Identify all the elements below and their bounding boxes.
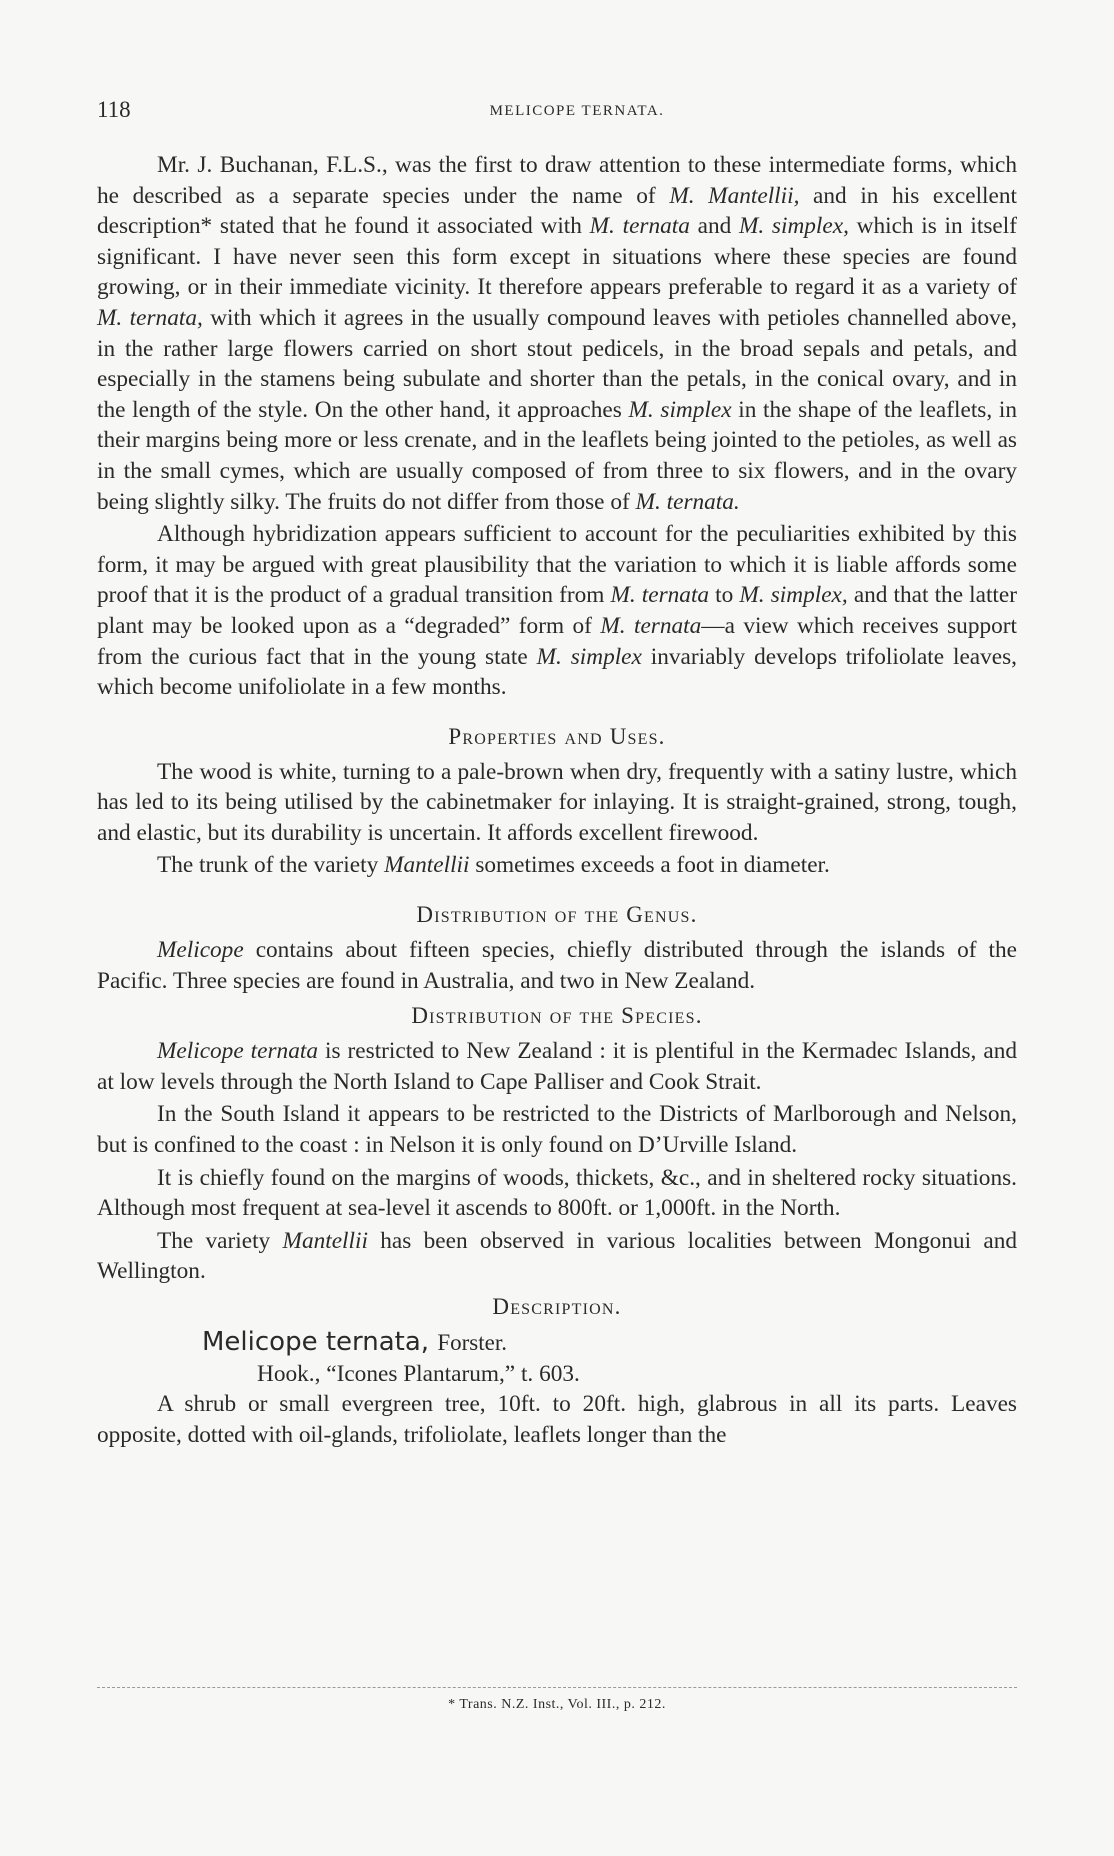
italic-taxon: M. ternata, — [97, 304, 203, 331]
paragraph-hybridization: Although hybridization appears sufficient to account for the peculiarities exhibited by this form, it may be argued with great plausibility that the variation to which it is liable affords some proof that it is the product of a gradual transition from M. ternata to M. simplex, and that the latter plant may be looked upon as a “degraded” form of M. ternata—a view which receives support from the curious fact that in the young state M. simplex invariably develops trifoliolate leaves, which become unifoliolate in a few months. — [97, 521, 1018, 701]
heading-properties-and-uses: Properties and Uses. — [448, 723, 666, 749]
paragraph-variety-localities: The variety Mantellii has been observed in various localities between Mongonui and Wellington. — [97, 1227, 1017, 1285]
paragraph-trunk: The trunk of the variety Mantellii sometimes exceeds a foot in diameter. — [157, 852, 830, 879]
italic-taxon: M. Mantellii, — [669, 182, 800, 209]
italic-taxon: Mantellii — [384, 852, 470, 879]
paragraph-genus: Melicope contains about fifteen species, chiefly distributed through the islands of the Pacific. Three species are found in Australia, and two in New Zealand. — [97, 937, 1017, 994]
italic-taxon: M. simplex — [536, 643, 642, 670]
species-reference: Hook., “Icones Plantarum,” t. 603. — [257, 1360, 580, 1387]
species-heading — [202, 1327, 1017, 1359]
species-author: Forster. — [437, 1330, 507, 1355]
page-number: 118 — [97, 97, 131, 122]
species-name: Melicope ternata, — [202, 1327, 430, 1357]
running-title: MELICOPE TERNATA. — [489, 103, 665, 119]
paragraph-wood: The wood is white, turning to a pale-brown when dry, frequently with a satiny lustre, which has led to its being utilised by the cabinetmaker for inlaying. It is straight-grained, strong, tough, and elastic, but its durability is uncertain. It affords excellent firewood. — [97, 758, 1017, 846]
paragraph-species-range: Melicope ternata is restricted to New Zealand : it is plentiful in the Kermadec Islands, and at low levels through the North Island to Cape Palliser and Cook Strait. — [97, 1038, 1018, 1095]
heading-distribution-of-genus: Distribution of the Genus. — [416, 902, 698, 928]
italic-taxon: M. ternata — [600, 612, 702, 639]
paragraph-description: A shrub or small evergreen tree, 10ft. to 20ft. high, glabrous in all its parts. Leaves opposite, dotted with oil-glands, trifoliolate, leaflets longer than the — [97, 1391, 1017, 1448]
heading-distribution-of-species: Distribution of the Species. — [411, 1003, 703, 1029]
italic-taxon: M. simplex — [628, 396, 732, 423]
body-text — [97, 150, 1017, 1450]
heading-description: Description. — [492, 1294, 622, 1319]
italic-taxon: M. ternata. — [635, 488, 740, 515]
paragraph-intermediate-forms: Mr. J. Buchanan, F.L.S., was the first to draw attention to these intermediate forms, which he described as a separate species under the name of M. Mantellii, and in his excellent description* stated that he found it associated with M. ternata and M. simplex, which is in itself significant. I have never seen this form except in situations where these species are found growing, or in their immediate vicinity. It therefore appears preferable to regard it as a variety of M. ternata, with which it agrees in the usually compound leaves with petioles channelled above, in the rather large flowers carried on short stout pedicels, in the broad sepals and petals, and especially in the stamens being subulate and shorter than the petals, in the conical ovary, and in the length of the style. On the other hand, it approaches M. simplex in the shape of the leaflets, in their margins being more or less crenate, and in the leaflets being jointed to the petioles, as well as in the small cymes, which are usually composed of from three to six flowers, and in the ovary being slightly silky. The fruits do not differ from those of M. ternata. — [97, 152, 1017, 515]
footnote-divider — [97, 1687, 1017, 1688]
footnote: * Trans. N.Z. Inst., Vol. III., p. 212. — [448, 1697, 666, 1712]
paragraph-habitat: It is chiefly found on the margins of woods, thickets, &c., and in sheltered rocky situations. Although most frequent at sea-level it ascends to 800ft. or 1,000ft. in the North. — [97, 1164, 1017, 1222]
italic-taxon: M. ternata — [589, 213, 690, 240]
italic-taxon: Melicope — [157, 937, 244, 964]
paragraph-south-island: In the South Island it appears to be restricted to the Districts of Marlborough and Nelson, but is confined to the coast : in Nelson it is only found on D’Urville Island. — [97, 1101, 1017, 1159]
italic-taxon: Melicope ternata — [157, 1038, 318, 1065]
running-header — [97, 97, 1017, 122]
italic-taxon: M. ternata — [610, 582, 710, 609]
italic-taxon: M. simplex, — [738, 213, 849, 240]
italic-taxon: Mantellii — [282, 1227, 368, 1254]
italic-taxon: M. simplex, — [739, 582, 848, 609]
